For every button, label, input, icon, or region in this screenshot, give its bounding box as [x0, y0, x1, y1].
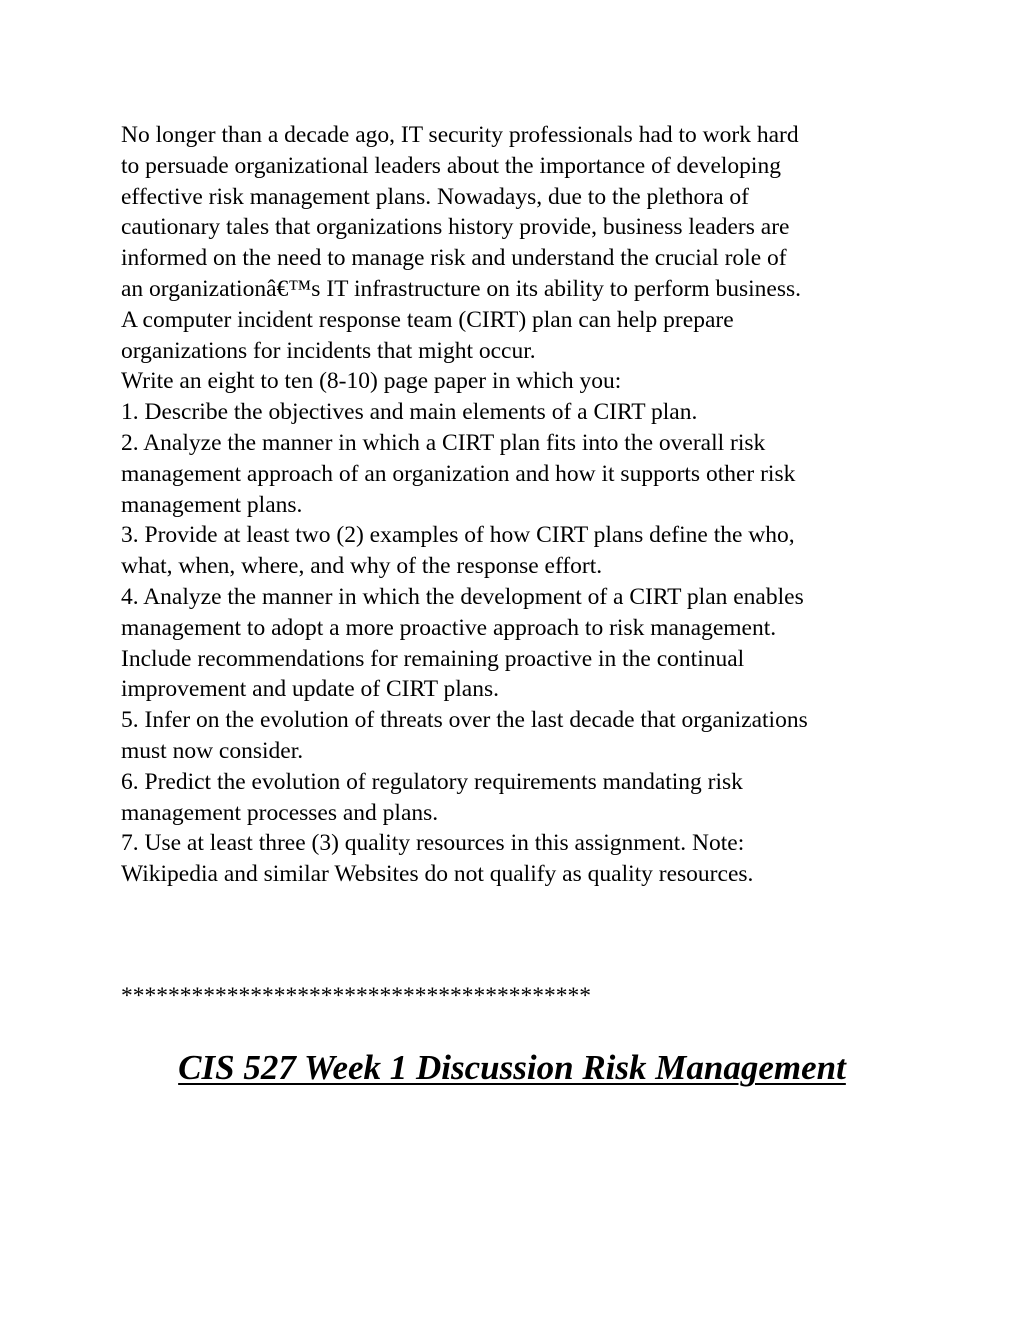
asterisk-separator: **************************************** — [121, 983, 591, 1009]
body-line: improvement and update of CIRT plans. — [121, 676, 499, 703]
body-line: management plans. — [121, 491, 303, 518]
section-heading: CIS 527 Week 1 Discussion Risk Management — [178, 1048, 846, 1087]
body-line: an organizationâ€™s IT infrastructure on its ability to perform business. — [121, 275, 802, 302]
assignment-body-text — [121, 120, 921, 890]
body-line: informed on the need to manage risk and understand the crucial role of — [121, 245, 787, 272]
body-line: 4. Analyze the manner in which the development of a CIRT plan enables — [121, 583, 804, 610]
body-line: management approach of an organization and how it supports other risk — [121, 460, 796, 487]
body-line: management processes and plans. — [121, 799, 439, 826]
body-line: management to adopt a more proactive approach to risk management. — [121, 614, 777, 641]
body-line: 1. Describe the objectives and main elements of a CIRT plan. — [121, 399, 698, 426]
body-line: to persuade organizational leaders about the importance of developing — [121, 152, 781, 179]
body-line: effective risk management plans. Nowadays, due to the plethora of — [121, 183, 749, 210]
body-line: Write an eight to ten (8-10) page paper in which you: — [121, 368, 622, 395]
body-line: No longer than a decade ago, IT security professionals had to work hard — [121, 122, 799, 148]
body-line: must now consider. — [121, 737, 304, 764]
body-line: what, when, where, and why of the response effort. — [121, 553, 603, 580]
body-line: cautionary tales that organizations history provide, business leaders are — [121, 214, 790, 241]
body-line: 3. Provide at least two (2) examples of how CIRT plans define the who, — [121, 522, 795, 549]
body-line: 6. Predict the evolution of regulatory requirements mandating risk — [121, 768, 743, 795]
body-line: 5. Infer on the evolution of threats over the last decade that organizations — [121, 707, 808, 734]
body-line: 7. Use at least three (3) quality resources in this assignment. Note: — [121, 830, 745, 857]
body-line: A computer incident response team (CIRT) plan can help prepare — [121, 306, 734, 333]
body-line: Wikipedia and similar Websites do not qualify as quality resources. — [121, 861, 754, 888]
body-line: 2. Analyze the manner in which a CIRT plan fits into the overall risk — [121, 429, 766, 456]
body-line: Include recommendations for remaining proactive in the continual — [121, 645, 745, 672]
body-line: organizations for incidents that might occur. — [121, 337, 536, 364]
